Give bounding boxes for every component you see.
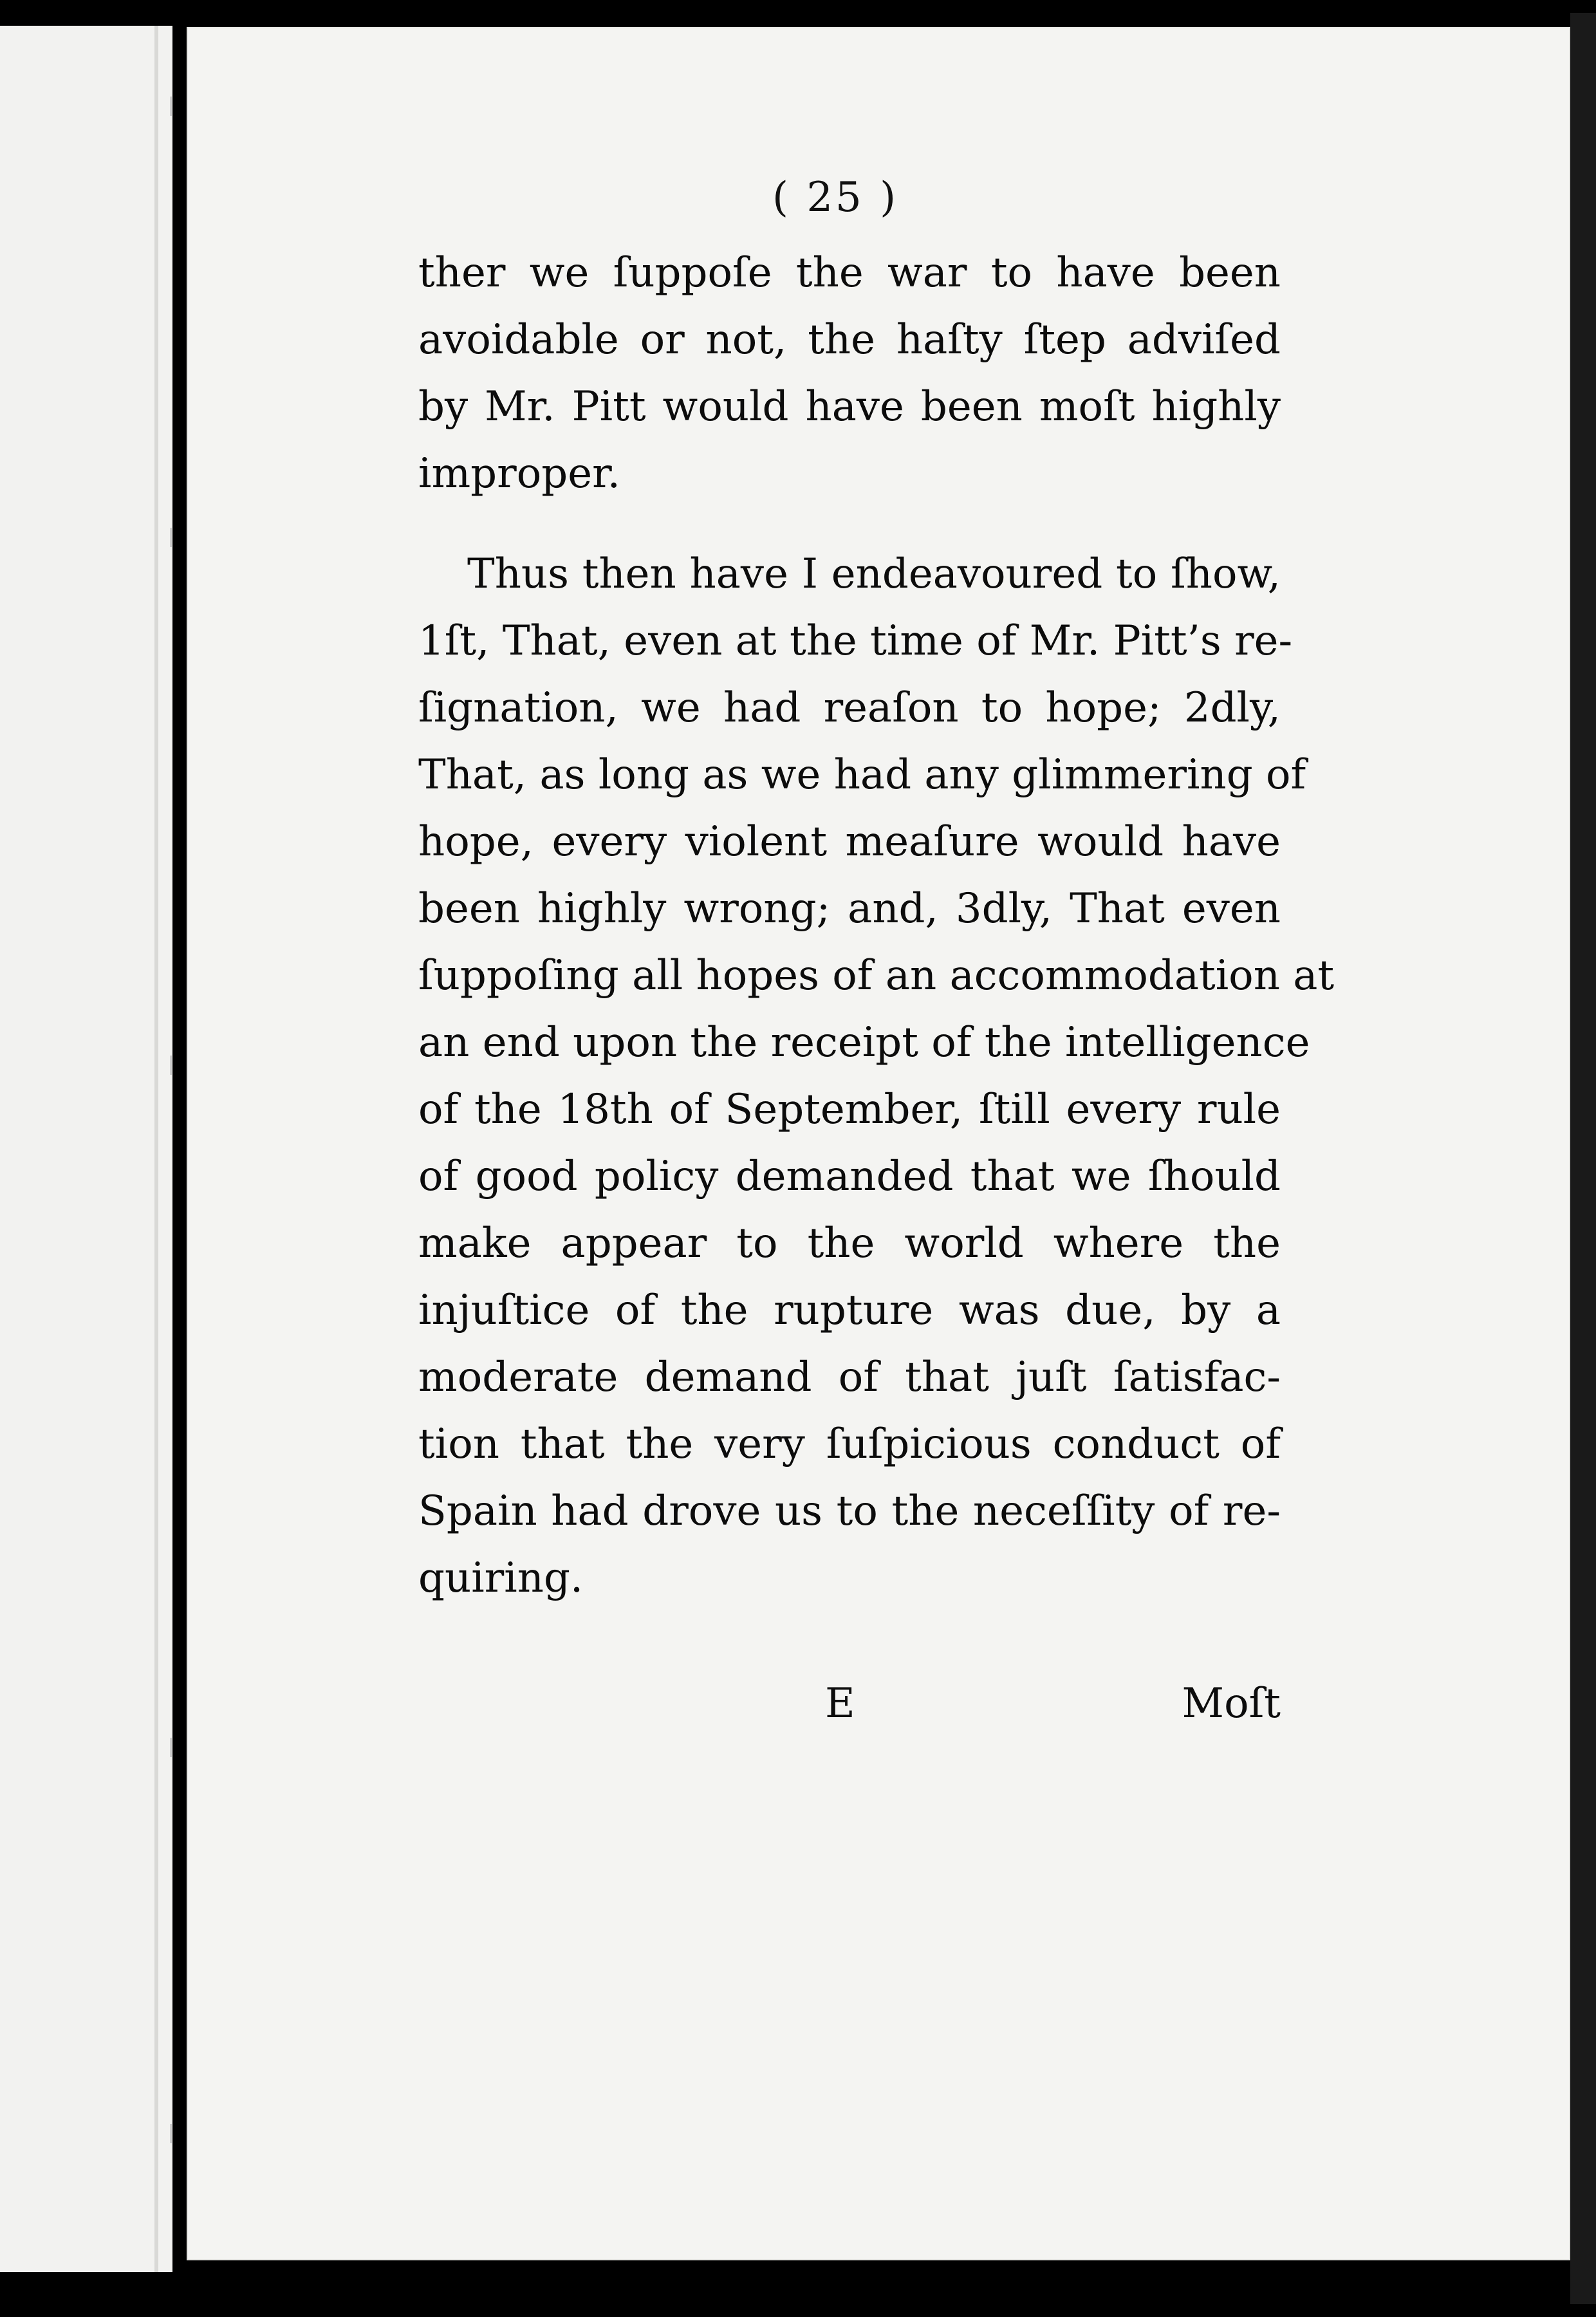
text-line: make appear to the world where the — [418, 1220, 1281, 1267]
text-line: improper. — [418, 450, 620, 498]
paragraph-gap — [418, 507, 1281, 541]
text-line: 1ſt, That, even at the time of Mr. Pitt’s re- — [418, 617, 1293, 665]
text-line: by Mr. Pitt would have been moſt highly — [418, 383, 1281, 431]
text-line: moderate demand of that juſt ſatisfac- — [418, 1354, 1281, 1401]
facing-page-edge — [0, 26, 172, 2272]
catchword: Moſt — [1182, 1680, 1281, 1727]
text-line: an end upon the receipt of the intelligence — [418, 1019, 1310, 1066]
signature-mark: E — [825, 1680, 855, 1727]
text-line: Thus then have I endeavoured to ſhow, — [467, 550, 1281, 598]
scan-border-right — [1570, 13, 1596, 2304]
text-line: of good policy demanded that we ſhould — [418, 1153, 1281, 1200]
text-line: avoidable or not, the haſty ſtep adviſed — [418, 316, 1281, 364]
text-line: Spain had drove us to the neceſſity of re- — [418, 1487, 1281, 1535]
text-line: That, as long as we had any glimmering of — [418, 751, 1306, 799]
page-number: ( 25 ) — [772, 174, 899, 221]
text-line: been highly wrong; and, 3dly, That even — [418, 885, 1281, 933]
page-footer — [418, 1680, 1281, 1751]
book-spine — [172, 26, 187, 2317]
text-line: ſuppoſing all hopes of an accommodation at — [418, 952, 1335, 1000]
body-text — [418, 239, 1335, 1612]
text-line: tion that the very ſuſpicious conduct of — [418, 1420, 1281, 1468]
text-line: ther we ſuppoſe the war to have been — [418, 249, 1281, 297]
text-line: hope, every violent meaſure would have — [418, 818, 1281, 866]
text-line: quiring. — [418, 1554, 584, 1602]
text-line: injuſtice of the rupture was due, by a — [418, 1287, 1281, 1334]
paragraph — [418, 239, 1281, 507]
text-line: of the 18th of September, ſtill every rule — [418, 1086, 1281, 1133]
paragraph — [418, 541, 1335, 1612]
text-line: ſignation, we had reaſon to hope; 2dly, — [418, 684, 1281, 732]
facing-page-fold — [154, 26, 158, 2272]
